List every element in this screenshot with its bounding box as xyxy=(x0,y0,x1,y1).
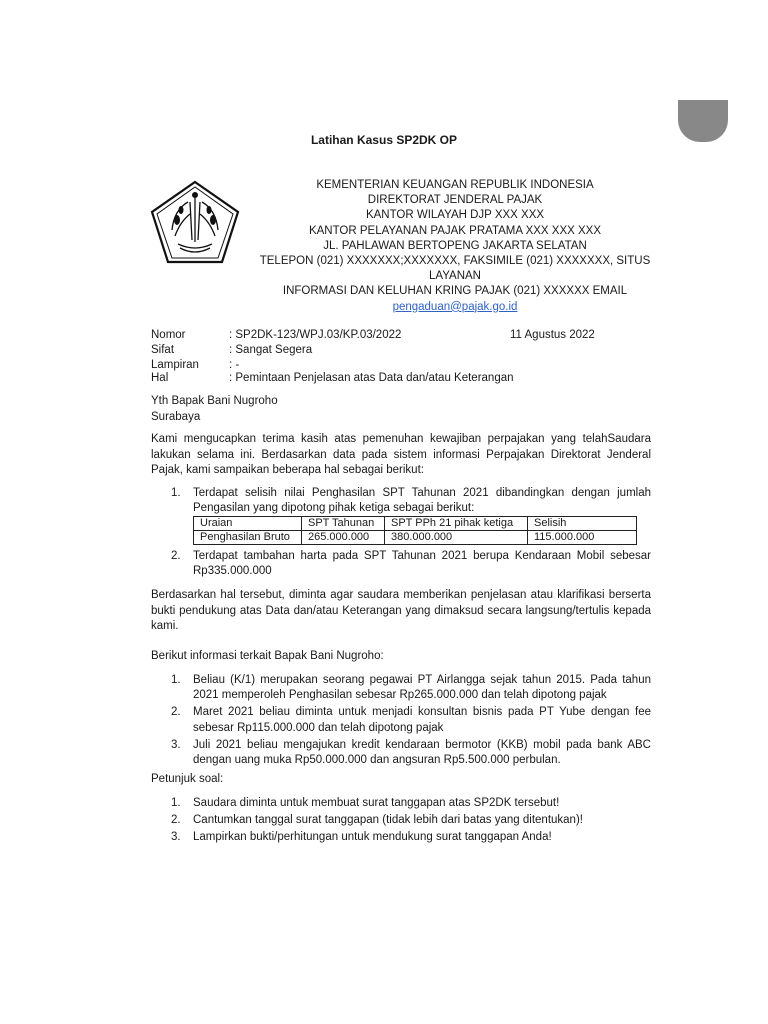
findings-item-1 xyxy=(151,486,651,518)
table-header: SPT Tahunan xyxy=(302,517,385,531)
list-number: 1. xyxy=(171,797,181,809)
table-cell: 265.000.000 xyxy=(302,531,385,545)
letterhead-line: DIREKTORAT JENDERAL PAJAK xyxy=(367,194,543,207)
kemenkeu-logo-icon xyxy=(150,180,240,264)
findings-item-2 xyxy=(151,549,651,581)
list-text: Cantumkan tanggal surat tanggapan (tidak lebih dari batas yang ditentukan)! xyxy=(193,814,583,827)
instructions-list xyxy=(151,796,651,848)
meta-value: : SP2DK-123/WPJ.03/KP.03/2022 xyxy=(229,329,402,341)
meta-value: : - xyxy=(229,359,240,371)
list-number: 2. xyxy=(171,550,181,562)
table-cell: 115.000.000 xyxy=(528,531,637,545)
document-title: Latihan Kasus SP2DK OP xyxy=(310,133,458,147)
list-number: 1. xyxy=(171,674,181,686)
list-number: 2. xyxy=(171,814,181,827)
list-number: 1. xyxy=(171,487,181,499)
list-item xyxy=(151,705,651,735)
letterhead-line: KEMENTERIAN KEUANGAN REPUBLIK INDONESIA xyxy=(316,179,594,191)
recipient-city: Surabaya xyxy=(151,410,201,423)
letterhead-line: KANTOR PELAYANAN PAJAK PRATAMA XXX XXX XXX xyxy=(308,224,602,237)
list-text: Saudara diminta untuk membuat surat tanggapan atas SP2DK tersebut! xyxy=(193,797,560,809)
list-item xyxy=(151,486,651,516)
info-list xyxy=(151,673,651,770)
info-heading: Berikut informasi terkait Bapak Bani Nugroho: xyxy=(151,650,384,662)
list-text: Maret 2021 beliau diminta untuk menjadi konsultan bisnis pada PT Yube dengan fee sebesar Rp115.000.000 dan telah dipotong pajak xyxy=(193,706,651,734)
table-header: Uraian xyxy=(194,517,302,531)
meta-value: : Sangat Segera xyxy=(229,344,313,356)
instructions-heading: Petunjuk soal: xyxy=(151,773,224,785)
table-row xyxy=(194,531,637,545)
list-number: 2. xyxy=(171,706,181,719)
list-item xyxy=(151,796,651,811)
meta-label: Sifat xyxy=(151,344,175,356)
letterhead-line: JL. PAHLAWAN BERTOPENG JAKARTA SELATAN xyxy=(323,239,587,252)
letterhead xyxy=(250,178,660,315)
letterhead-line: KANTOR WILAYAH DJP XXX XXX xyxy=(365,209,545,222)
list-number: 3. xyxy=(171,831,181,844)
list-item xyxy=(151,813,651,828)
list-text: Juli 2021 beliau mengajukan kredit kendaraan bermotor (KKB) mobil pada bank ABC dengan uang muka Rp50.000.000 dan angsuran Rp5.500.000 perbulan. xyxy=(193,738,651,767)
table-cell: 380.000.000 xyxy=(385,531,528,545)
list-text: Terdapat selisih nilai Penghasilan SPT Tahunan 2021 dibandingkan dengan jumlah Pengasilan yang dipotong pihak ketiga sebagai berikut: xyxy=(193,487,651,515)
list-text: Lampirkan bukti/perhitungan untuk mendukung surat tanggapan Anda! xyxy=(193,831,552,844)
table-cell: Penghasilan Bruto xyxy=(194,531,302,545)
recipient xyxy=(151,394,278,425)
list-text: Terdapat tambahan harta pada SPT Tahunan 2021 berupa Kendaraan Mobil sebesar Rp335.000.000 xyxy=(193,550,651,578)
list-item xyxy=(151,673,651,703)
letterhead-line: INFORMASI DAN KELUHAN KRING PAJAK (021) XXXXXX EMAIL xyxy=(282,285,628,298)
intro-paragraph: Kami mengucapkan terima kasih atas pemenuhan kewajiban perpajakan yang telahSaudara lakukan selama ini. Berdasarkan data pada sistem informasi Perpajakan Direktorat Jenderal Pajak, kami sampaikan beberapa hal sebagai berikut: xyxy=(151,433,651,476)
table-header: SPT PPh 21 pihak ketiga xyxy=(385,517,528,531)
meta-label: Lampiran xyxy=(151,359,199,371)
meta-label: Hal xyxy=(151,372,169,384)
list-text: Beliau (K/1) merupakan seorang pegawai PT Airlangga sejak tahun 2015. Pada tahun 2021 memperoleh Penghasilan sebesar Rp265.000.000 dan telah dipotong pajak xyxy=(193,674,651,702)
request-paragraph: Berdasarkan hal tersebut, diminta agar saudara memberikan penjelasan atau klarifikasi berserta bukti pendukung atas Data dan/atau Keterangan yang dimaksud secara langsung/tertulis kepada kami. xyxy=(151,589,651,632)
letterhead-line: TELEPON (021) XXXXXXX;XXXXXXX, FAKSIMILE (021) XXXXXXX, SITUS LAYANAN xyxy=(259,255,651,283)
table-header-row xyxy=(194,517,637,531)
list-item xyxy=(151,830,651,845)
meta-label: Nomor xyxy=(151,329,186,341)
income-table xyxy=(193,516,637,545)
email-link[interactable]: pengaduan@pajak.go.id xyxy=(392,300,518,313)
table-header: Selisih xyxy=(528,517,637,531)
letter-date: 11 Agustus 2022 xyxy=(510,329,595,341)
recipient-name: Yth Bapak Bani Nugroho xyxy=(151,395,278,407)
list-item xyxy=(151,549,651,579)
list-item xyxy=(151,738,651,768)
list-number: 3. xyxy=(171,738,181,751)
meta-value: : Pemintaan Penjelasan atas Data dan/atau Keterangan xyxy=(229,372,514,384)
